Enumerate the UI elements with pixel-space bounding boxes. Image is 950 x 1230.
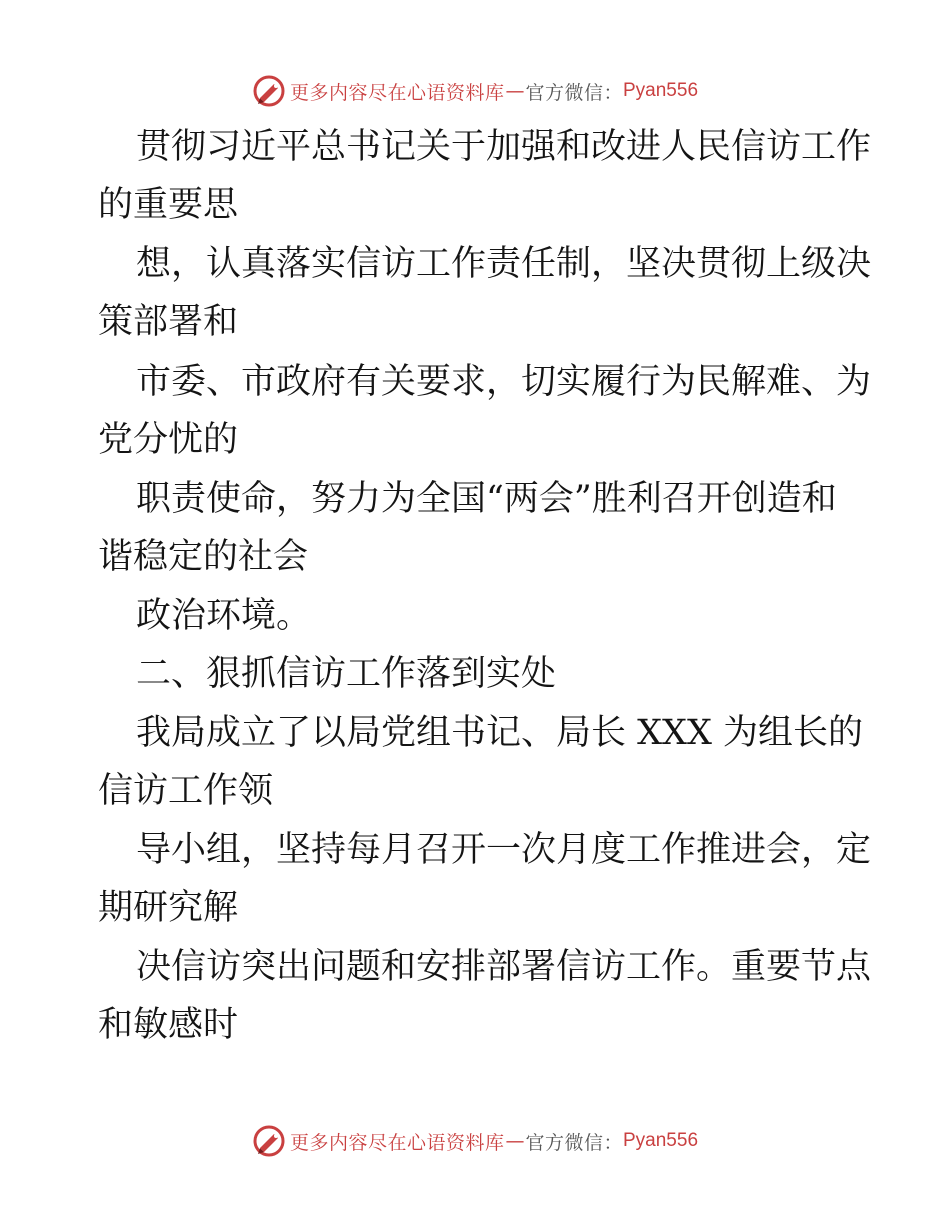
text-line: 我局成立了以局党组书记、局长 XXX 为组长的 <box>136 713 864 753</box>
text-line: 的重要思 <box>98 185 239 225</box>
text-line: 和敏感时 <box>98 1005 239 1045</box>
footer-watermark <box>0 1121 950 1161</box>
watermark-main-text: 更多内容尽在心语资料库 <box>289 1131 505 1154</box>
text-line: 贯彻习近平总书记关于加强和改进人民信访工作 <box>136 127 872 167</box>
watermark-dash: — <box>505 80 525 102</box>
pen-logo-icon <box>252 1124 286 1158</box>
section-heading: 二、狠抓信访工作落到实处 <box>136 654 557 694</box>
text-line: 策部署和 <box>98 302 239 342</box>
watermark-wechat-id: Pyan556 <box>623 1130 699 1151</box>
watermark-dash: — <box>505 1130 525 1152</box>
text-line: 决信访突出问题和安排部署信访工作。重要节点 <box>136 947 872 987</box>
pen-logo-icon <box>252 74 286 108</box>
watermark-main-text: 更多内容尽在心语资料库 <box>289 81 505 104</box>
text-line: 市委、市政府有关要求，切实履行为民解难、为 <box>136 362 872 402</box>
text-line: 想，认真落实信访工作责任制，坚决贯彻上级决 <box>136 244 872 284</box>
watermark-wechat-id: Pyan556 <box>623 80 699 101</box>
text-line: 党分忧的 <box>98 420 239 460</box>
watermark-sub-text: 官方微信： <box>525 81 623 104</box>
text-line: 信访工作领 <box>98 771 274 811</box>
header-watermark <box>0 71 950 111</box>
text-line: 导小组，坚持每月召开一次月度工作推进会，定 <box>136 830 872 870</box>
text-line: 谐稳定的社会 <box>98 537 309 577</box>
text-line: 职责使命，努力为全国“两会”胜利召开创造和 <box>136 479 837 519</box>
text-line: 政治环境。 <box>136 596 312 636</box>
watermark-sub-text: 官方微信： <box>525 1131 623 1154</box>
text-line: 期研究解 <box>98 888 239 928</box>
